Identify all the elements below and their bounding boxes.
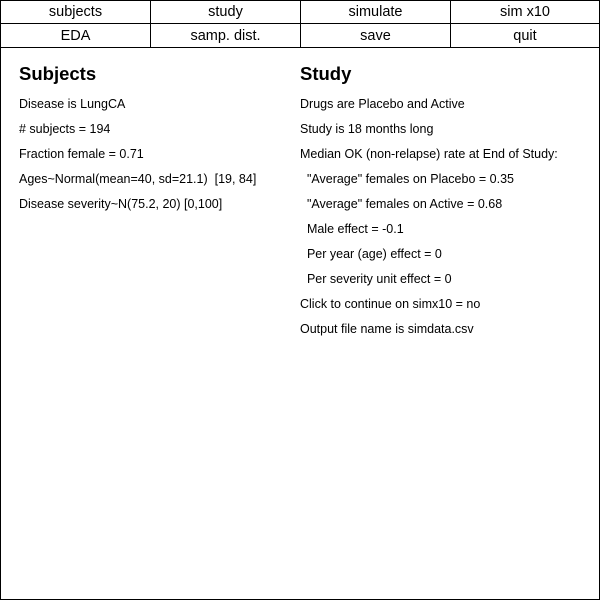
study-drugs: Drugs are Placebo and Active xyxy=(300,97,465,111)
simulate-button[interactable]: simulate xyxy=(301,1,451,24)
menu-bar xyxy=(1,1,599,48)
subjects-count: # subjects = 194 xyxy=(19,122,111,136)
subjects-fraction-female: Fraction female = 0.71 xyxy=(19,147,144,161)
study-click-continue: Click to continue on simx10 = no xyxy=(300,297,481,311)
study-age-effect: Per year (age) effect = 0 xyxy=(300,247,442,261)
save-button[interactable]: save xyxy=(301,24,451,47)
study-severity-effect: Per severity unit effect = 0 xyxy=(300,272,452,286)
eda-button[interactable]: EDA xyxy=(1,24,151,47)
study-button[interactable]: study xyxy=(151,1,301,24)
study-duration: Study is 18 months long xyxy=(300,122,434,136)
subjects-disease-severity: Disease severity~N(75.2, 20) [0,100] xyxy=(19,197,223,211)
sim-x10-button[interactable]: sim x10 xyxy=(451,1,599,24)
study-placebo-rate: "Average" females on Placebo = 0.35 xyxy=(300,172,514,186)
subjects-panel xyxy=(19,63,289,217)
sampling-distribution-button[interactable]: samp. dist. xyxy=(151,24,301,47)
study-median-ok-header: Median OK (non-relapse) rate at End of Study: xyxy=(300,147,558,161)
subjects-title: Subjects xyxy=(19,63,97,84)
study-male-effect: Male effect = -0.1 xyxy=(300,222,404,236)
quit-button[interactable]: quit xyxy=(451,24,599,47)
subjects-disease: Disease is LungCA xyxy=(19,97,126,111)
study-active-rate: "Average" females on Active = 0.68 xyxy=(300,197,503,211)
study-output-file: Output file name is simdata.csv xyxy=(300,322,474,336)
subjects-button[interactable]: subjects xyxy=(1,1,151,24)
study-title: Study xyxy=(300,63,352,84)
subjects-ages: Ages~Normal(mean=40, sd=21.1) [19, 84] xyxy=(19,172,257,186)
study-panel xyxy=(300,63,595,342)
